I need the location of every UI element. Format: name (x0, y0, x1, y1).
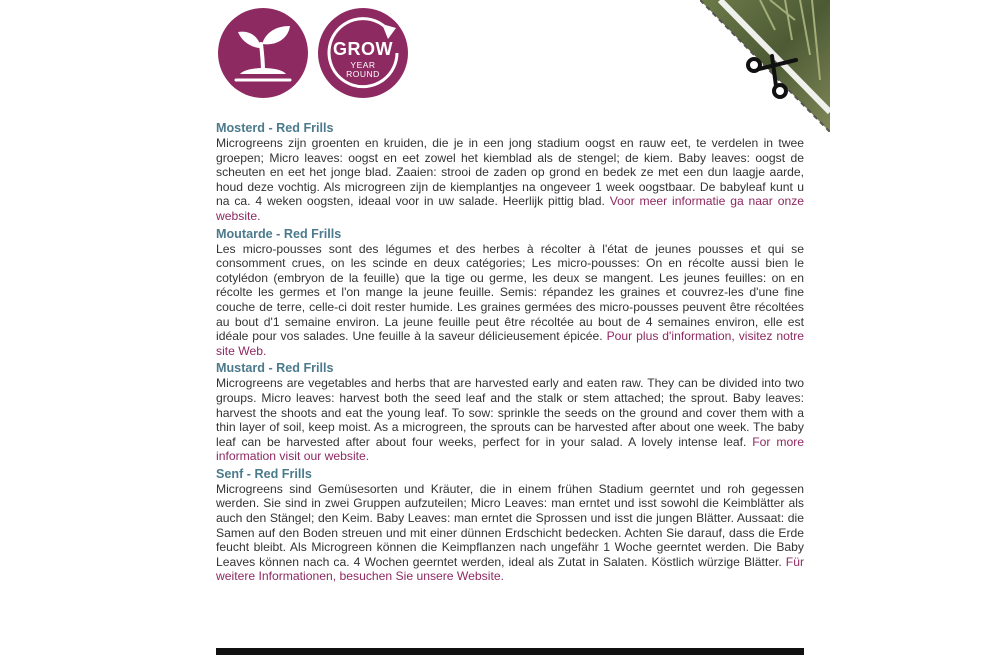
section-text-german: Microgreens sind Gemüsesorten und Kräuter, die in einem frühen Stadium geerntet und roh gegessen werden. Sie sind in zwei Gruppen aufzuteilen; Micro Leaves: man erntet und isst sowohl die Keimblätter als auch den Stängel; den Keim. Baby Leaves: man erntet die Sprossen und isst die jungen Blätter. Aussaat: die Samen auf den Boden streuen und mit einer dünnen Erdschicht bedecken. Achten Sie darauf, dass die Erde feucht bleibt. Als Microgreen können die Keimpflanzen nach ungefähr 1 Woche geerntet werden. Die Baby Leaves können nach ca. 4 Wochen geerntet werden, ideal als Zutat in Salaten. Köstlich würzige Blätter. (216, 481, 804, 569)
website-link-german[interactable]: Für weitere Informationen, besuchen Sie unsere Website. (216, 554, 804, 584)
website-link-french[interactable]: Pour plus d'information, visitez notre site Web. (216, 329, 805, 358)
grow-year-round-badge (318, 8, 408, 98)
section-french (216, 227, 804, 359)
website-link-english[interactable]: For more information visit our website. (216, 434, 805, 464)
section-body-dutch (216, 136, 804, 224)
product-description (216, 121, 804, 587)
website-link-dutch[interactable]: Voor meer informatie ga naar onze website. (216, 194, 805, 223)
section-body-german (216, 482, 804, 584)
section-text-dutch: Microgreens zijn groenten en kruiden, die je in een jong stadium oogst en rauw eet, te verdelen in twee groepen; Micro leaves: oogst en eet zowel het kiemblad als de stengel; de kiem. Baby leaves: oogst de scheuten en eet het jonge blad. Zaaien: strooi de zaden op grond en bedek ze met een dun laagje aarde, houd deze vochtig. Als microgreen zijn de kiemplantjes na ongeveer 1 week oogstbaar. De babyleaf kunt u na ca. 4 weken oogsten, ideaal voor in uw salade. Heerlijk pittig blad. (216, 136, 804, 209)
section-text-english: Microgreens are vegetables and herbs that are harvested early and eaten raw. They can be divided into two groups. Micro leaves: harvest both the seed leaf and the stalk or stem attached; the sprout. Baby leaves: harvest the shoots and eat the young leaf. To sow: sprinkle the seeds on the ground and cover them with a thin layer of soil, keep moist. As a microgreen, the sprouts can be harvested after about one week. The baby leaf can be harvested after about four weeks, perfect for in your salad. A lovely intense leaf. (216, 376, 804, 449)
section-dutch (216, 121, 804, 224)
sprout-badge (218, 8, 308, 98)
section-english (216, 361, 804, 464)
grow-line-round: ROUND (346, 69, 380, 79)
section-body-french (216, 242, 804, 359)
sprout-icon (218, 8, 308, 98)
scissors-icon (744, 52, 800, 102)
grow-subtitle (322, 61, 404, 79)
section-heading-french: Moutarde - Red Frills (216, 226, 342, 241)
grow-line-year: YEAR (350, 60, 376, 70)
section-german (216, 467, 804, 584)
grow-title: GROW (333, 39, 393, 59)
section-heading-dutch: Mosterd - Red Frills (216, 121, 334, 135)
section-heading-english: Mustard - Red Frills (216, 361, 334, 376)
bottom-bar (216, 648, 804, 655)
section-heading-german: Senf - Red Frills (216, 466, 312, 481)
section-text-french: Les micro-pousses sont des légumes et des herbes à récolter à l'état de jeunes pousses et qui se consomment crues, on les scinde en deux catégories; Les micro-pousses: On en récolte aussi bien le cotylédon (embryon de la feuille) que la tige ou germe, les deux se mangent. Les jeunes feuilles: on en récolte les germes et l'on mange la jeune feuille. Semis: répandez les graines et couvrez-les d'une fine couche de terre, celle-ci doit rester humide. Les graines germées des micro-pousses peuvent être récoltées au bout d'1 semaine environ. La jeune feuille peut être récoltée au bout de 4 semaines environ, elle est idéale pour vos salades. Une feuille à la saveur délicieusement épicée. (216, 241, 804, 344)
section-body-english (216, 376, 804, 464)
